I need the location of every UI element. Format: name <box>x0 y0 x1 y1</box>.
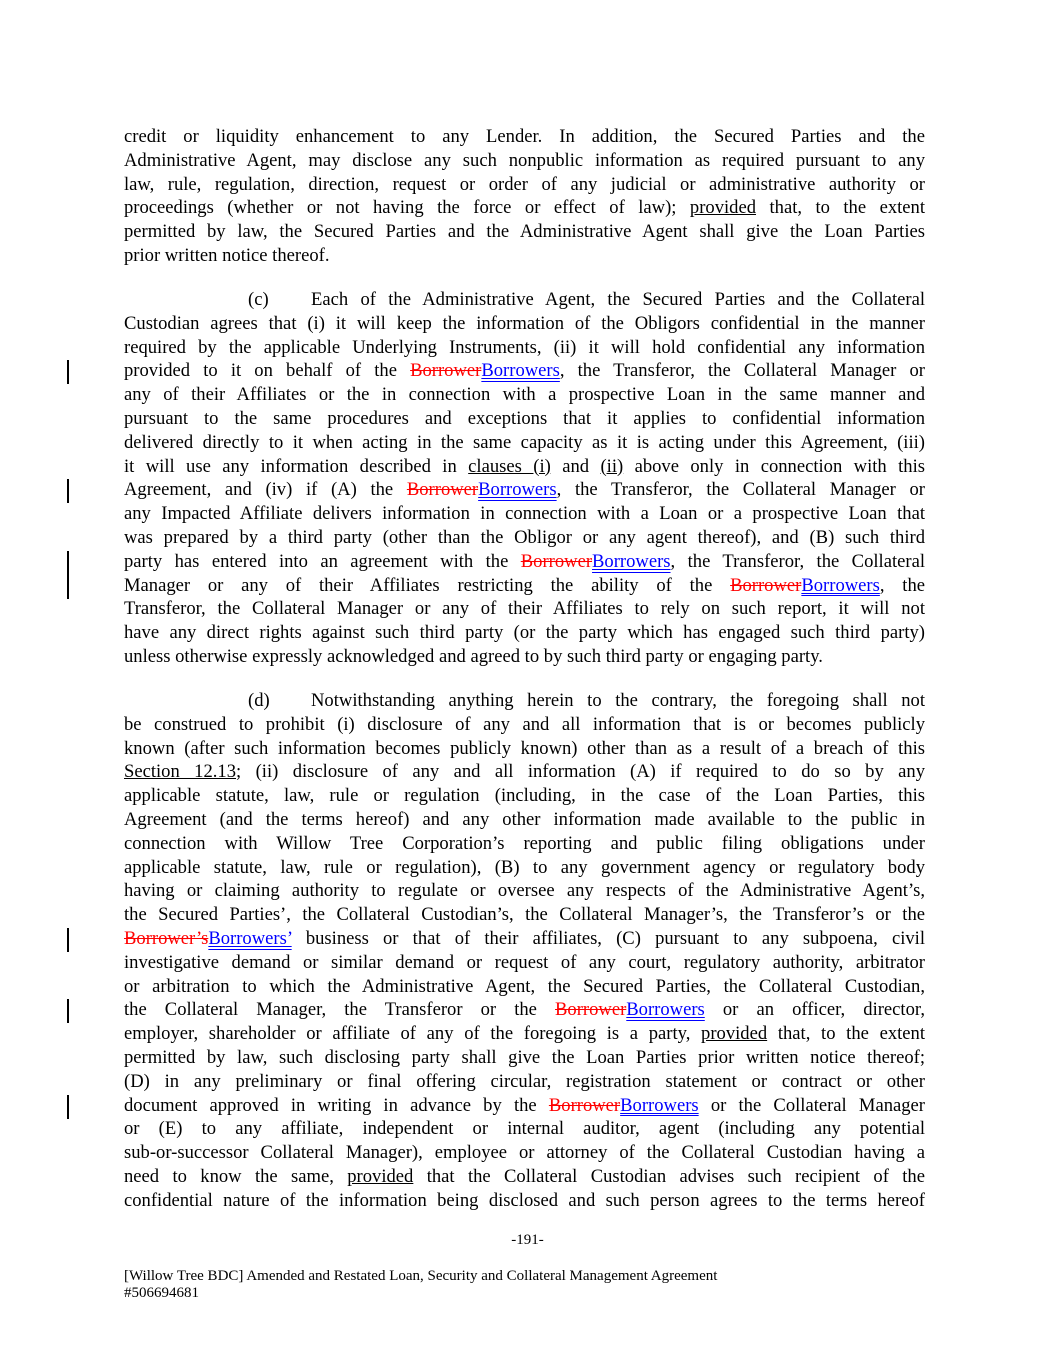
text-line <box>124 383 925 407</box>
text-line <box>124 856 925 880</box>
text-run: Each of the Administrative Agent, the Secured Parties and the Collateral <box>311 289 925 310</box>
text-line <box>124 455 925 479</box>
text-run: credit or liquidity enhancement to any Lender. In addition, the Secured Parties and the <box>124 126 925 147</box>
text-run: delivered directly to it when acting in the same capacity as it is acting under this Agreement, (iii) <box>124 431 925 453</box>
text-line <box>124 574 925 598</box>
text-line <box>124 645 925 669</box>
inserted-text: Borrowers <box>481 360 560 382</box>
footer-doc-id: #506694681 <box>124 1285 199 1301</box>
text-line <box>124 689 925 713</box>
text-run: that the Collateral Custodian advises such recipient of the <box>413 1165 925 1187</box>
inserted-text: Borrowers <box>592 550 671 572</box>
text-line <box>124 951 925 975</box>
deleted-text: Borrower <box>548 1094 621 1116</box>
inserted-text: Borrowers <box>620 1094 699 1116</box>
text-line <box>124 336 925 360</box>
text-line <box>124 903 925 927</box>
text-line <box>124 478 925 502</box>
deleted-text: Borrower <box>555 999 627 1021</box>
text-line <box>124 173 925 197</box>
text-run: the Secured Parties’, the Collateral Custodian’s, the Collateral Manager’s, the Transferor’s or the <box>124 904 925 926</box>
text-run: or (E) to any affiliate, independent or internal auditor, agent (including any potential <box>124 1118 925 1140</box>
change-bar <box>67 360 69 384</box>
text-run: required by the applicable Underlying Instruments, (ii) it will hold confidential any information <box>124 336 925 358</box>
text-run: business or that of their affiliates, (C) pursuant to any subpoena, civil <box>291 927 925 949</box>
underlined-term: provided <box>701 1023 768 1045</box>
text-run: any of their Affiliates or the in connection with a prospective Loan in the same manner and <box>124 384 925 406</box>
change-bar <box>67 999 69 1023</box>
text-line <box>124 407 925 431</box>
text-run: unless otherwise expressly acknowledged and agreed to by such third party or engaging party. <box>124 645 823 667</box>
clause-label: (c) <box>248 289 269 310</box>
text-line <box>124 621 925 645</box>
inserted-text: Borrowers’ <box>208 927 292 949</box>
text-run: ; (ii) disclosure of any and all information (A) if required to do so by any <box>236 761 925 783</box>
page-number: -191- <box>511 1232 544 1248</box>
change-bar <box>67 1095 69 1119</box>
underlined-term: clauses (i) <box>468 455 551 477</box>
text-line <box>124 1070 925 1094</box>
text-line <box>124 149 925 173</box>
text-run: investigative demand or similar demand or request of any court, regulatory authority, arbitrator <box>124 951 925 973</box>
deleted-text: Borrower’s <box>124 927 209 949</box>
text-run: and <box>550 455 601 477</box>
text-run: , the <box>879 574 925 596</box>
text-run: Administrative Agent, may disclose any such nonpublic information as required pursuant to any <box>124 149 925 171</box>
text-run: document approved in writing in advance by the <box>124 1094 549 1116</box>
text-run: known (after such information becomes publicly known) other than as a result of a breach of this <box>124 737 925 759</box>
paragraph <box>124 288 925 669</box>
text-run: , the Transferor, the Collateral <box>670 550 925 572</box>
text-line <box>124 975 925 999</box>
text-run: applicable statute, law, rule or regulation (including, in the case of the Loan Parties, this <box>124 785 925 807</box>
text-line <box>124 550 925 574</box>
text-line <box>124 1046 925 1070</box>
text-line <box>124 125 925 149</box>
text-run: have any direct rights against such third party (or the party which has engaged such third party) <box>124 622 925 644</box>
text-run: Notwithstanding anything herein to the contrary, the foregoing shall not <box>311 690 925 711</box>
text-run: permitted by law, the Secured Parties and the Administrative Agent shall give the Loan Parties <box>124 221 925 243</box>
text-line <box>124 879 925 903</box>
text-line <box>124 502 925 526</box>
text-line <box>124 1117 925 1141</box>
text-run: Agreement, and (iv) if (A) the <box>124 479 407 501</box>
text-line <box>124 1165 925 1189</box>
footer <box>124 1268 717 1302</box>
text-run: need to know the same, <box>124 1165 348 1187</box>
text-run: law, rule, regulation, direction, request or order of any judicial or administrative authority or <box>124 173 925 195</box>
change-bar <box>67 928 69 952</box>
text-run: confidential nature of the information being disclosed and such person agrees to the terms hereof <box>124 1189 925 1211</box>
text-line <box>124 526 925 550</box>
text-run: that, to the extent <box>767 1023 925 1045</box>
deleted-text: Borrower <box>406 479 479 501</box>
text-run: applicable statute, law, rule or regulation), (B) to any government agency or regulatory body <box>124 856 925 878</box>
text-run: (D) in any preliminary or final offering circular, registration statement or contract or other <box>124 1070 925 1092</box>
clause-label: (d) <box>248 690 270 711</box>
text-run: or arbitration to which the Administrative Agent, the Secured Parties, the Collateral Custodian, <box>124 975 925 997</box>
text-line <box>124 288 925 312</box>
text-run: employer, shareholder or affiliate of any of the foregoing is a party, <box>124 1023 702 1045</box>
text-run: the Collateral Manager, the Transferor or the <box>124 999 556 1021</box>
change-bar <box>67 575 69 599</box>
text-run: Custodian agrees that (i) it will keep the information of the Obligors confidential in the manner <box>124 312 925 334</box>
text-line <box>124 196 925 220</box>
underlined-term: Section 12.13 <box>124 761 237 783</box>
text-line <box>124 760 925 784</box>
deleted-text: Borrower <box>730 574 802 596</box>
deleted-text: Borrower <box>410 360 482 382</box>
underlined-term: (ii) <box>600 455 624 477</box>
text-run: , the Transferor, the Collateral Manager or <box>556 479 925 501</box>
text-run: or an officer, director, <box>704 999 925 1021</box>
text-line <box>124 832 925 856</box>
deleted-text: Borrower <box>520 550 593 572</box>
text-run: permitted by law, such disclosing party shall give the Loan Parties prior written notice thereof; <box>124 1046 925 1068</box>
footer-title: [Willow Tree BDC] Amended and Restated Loan, Security and Collateral Management Agreement <box>124 1268 718 1284</box>
text-run: proceedings (whether or not having the force or effect of law); <box>124 197 690 219</box>
text-run: above only in connection with this <box>623 455 925 477</box>
text-run: pursuant to the same procedures and exceptions that it applies to confidential information <box>124 407 925 429</box>
text-run: was prepared by a third party (other than the Obligor or any agent thereof), and (B) such third <box>124 526 925 548</box>
text-run: Manager or any of their Affiliates restricting the ability of the <box>124 574 731 596</box>
text-run: party has entered into an agreement with the <box>124 550 521 572</box>
text-line <box>124 597 925 621</box>
text-line <box>124 784 925 808</box>
text-line <box>124 220 925 244</box>
underlined-term: provided <box>689 197 757 219</box>
change-bar <box>67 479 69 503</box>
text-run: any Impacted Affiliate delivers information in connection with a Loan or a prospective Loan that <box>124 503 925 525</box>
text-line <box>124 359 925 383</box>
text-line <box>124 927 925 951</box>
inserted-text: Borrowers <box>626 999 705 1021</box>
text-run: that, to the extent <box>756 197 925 219</box>
inserted-text: Borrowers <box>478 479 557 501</box>
paragraph <box>124 689 925 1213</box>
text-run: prior written notice thereof. <box>124 244 330 266</box>
text-run: connection with Willow Tree Corporation’s reporting and public filing obligations under <box>124 832 925 854</box>
underlined-term: provided <box>347 1165 414 1187</box>
text-line <box>124 1189 925 1213</box>
text-run: , the Transferor, the Collateral Manager or <box>559 360 925 382</box>
text-run: Transferor, the Collateral Manager or any of their Affiliates to rely on such report, it will not <box>124 598 925 620</box>
text-line <box>124 244 925 268</box>
paragraph <box>124 125 925 268</box>
text-run: be construed to prohibit (i) disclosure of any and all information that is or becomes publicly <box>124 713 925 735</box>
text-line <box>124 737 925 761</box>
text-line <box>124 1094 925 1118</box>
text-line <box>124 998 925 1022</box>
text-line <box>124 808 925 832</box>
text-run: or the Collateral Manager <box>698 1094 925 1116</box>
text-run: having or claiming authority to regulate or oversee any respects of the Administrative Agent’s, <box>124 880 925 902</box>
text-run: it will use any information described in <box>124 455 469 477</box>
text-run: provided to it on behalf of the <box>124 360 411 382</box>
inserted-text: Borrowers <box>801 574 880 596</box>
text-run: sub-or-successor Collateral Manager), employee or attorney of the Collateral Custodian having a <box>124 1142 925 1164</box>
change-bar <box>67 551 69 575</box>
text-run: Agreement (and the terms hereof) and any other information made available to the public in <box>124 808 925 830</box>
text-line <box>124 1022 925 1046</box>
text-line <box>124 1141 925 1165</box>
text-line <box>124 312 925 336</box>
text-line <box>124 431 925 455</box>
text-line <box>124 713 925 737</box>
